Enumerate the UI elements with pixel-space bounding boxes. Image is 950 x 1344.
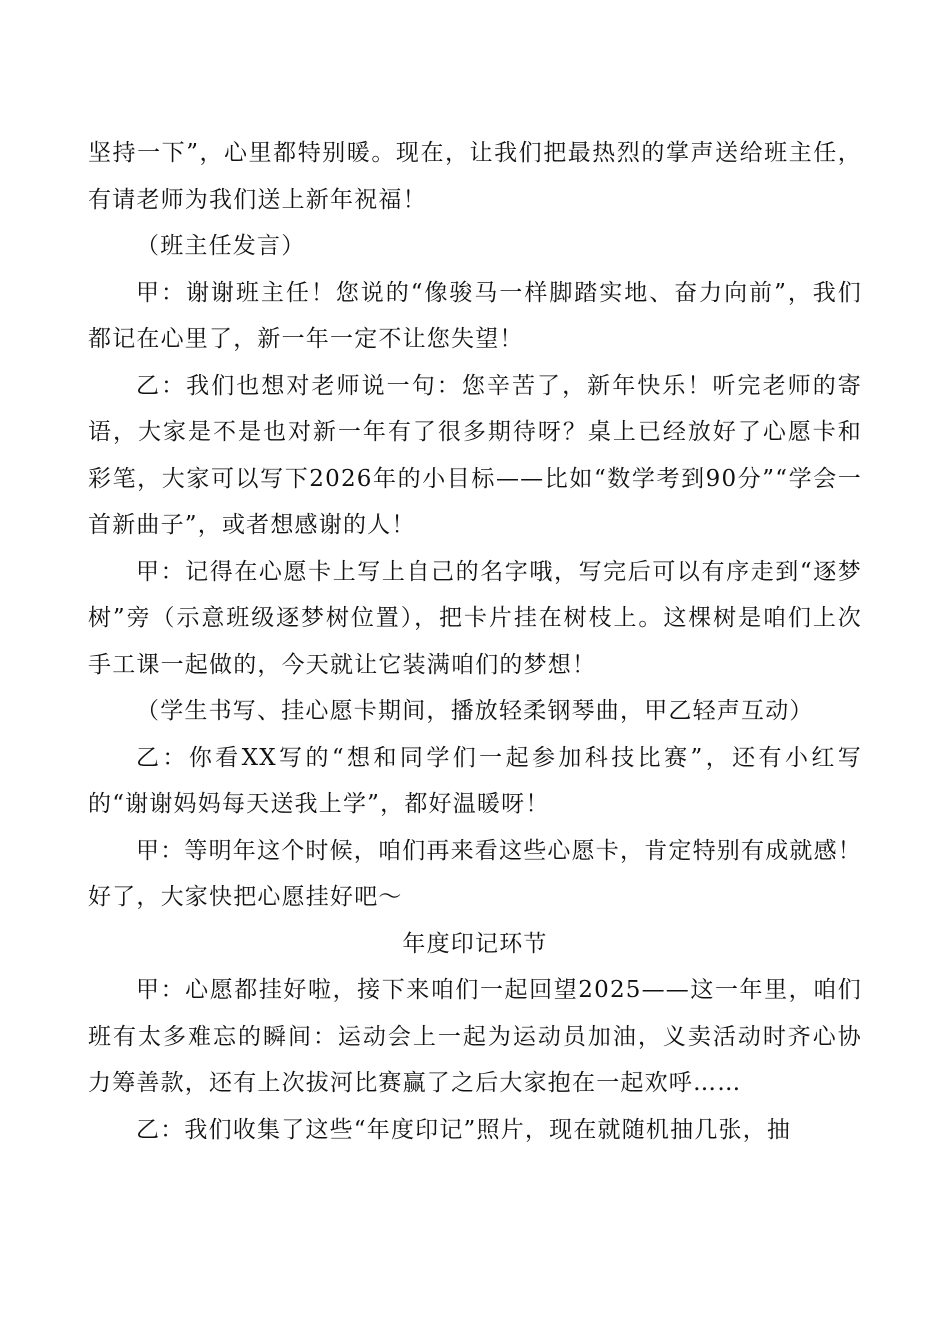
dialogue-yi-wish-cards: 乙：我们也想对老师说一句：您辛苦了，新年快乐！听完老师的寄语，大家是不是也对新一年有了很多期待呀？桌上已经放好了心愿卡和彩笔，大家可以写下2026年的小目标——比如“数学考到90分”“学会一首新曲子”，或者想感谢的人！ (88, 372, 862, 538)
stage-direction-teacher-speech: （班主任发言） (136, 233, 306, 259)
document-body (88, 130, 862, 1153)
dialogue-yi-examples: 乙：你看XX写的“想和同学们一起参加科技比赛”，还有小红写的“谢谢妈妈每天送我上学”，都好温暖呀！ (88, 744, 862, 817)
stage-direction-writing-cards: （学生书写、挂心愿卡期间，播放轻柔钢琴曲，甲乙轻声互动） (136, 698, 814, 724)
paragraph-continuation: 坚持一下”，心里都特别暖。现在，让我们把最热烈的掌声送给班主任，有请老师为我们送上新年祝福！ (88, 140, 862, 213)
dialogue-yi-photos: 乙：我们收集了这些“年度印记”照片，现在就随机抽几张，抽 (136, 1116, 792, 1143)
dialogue-jia-thanks: 甲：谢谢班主任！您说的“像骏马一样脚踏实地、奋力向前”，我们都记在心里了，新一年一定不让您失望！ (88, 279, 862, 352)
dialogue-jia-next-year: 甲：等明年这个时候，咱们再来看这些心愿卡，肯定特别有成就感！好了，大家快把心愿挂好吧～ (88, 837, 862, 910)
dialogue-jia-review: 甲：心愿都挂好啦，接下来咱们一起回望2025——这一年里，咱们班有太多难忘的瞬间：运动会上一起为运动员加油，义卖活动时齐心协力筹善款，还有上次拔河比赛赢了之后大家抱在一起欢呼…… (88, 977, 862, 1096)
dialogue-jia-dream-tree: 甲：记得在心愿卡上写上自己的名字哦，写完后可以有序走到“逐梦树”旁（示意班级逐梦树位置），把卡片挂在树枝上。这棵树是咱们上次手工课一起做的，今天就让它装满咱们的梦想！ (88, 558, 862, 678)
section-heading: 年度印记环节 (402, 930, 548, 957)
